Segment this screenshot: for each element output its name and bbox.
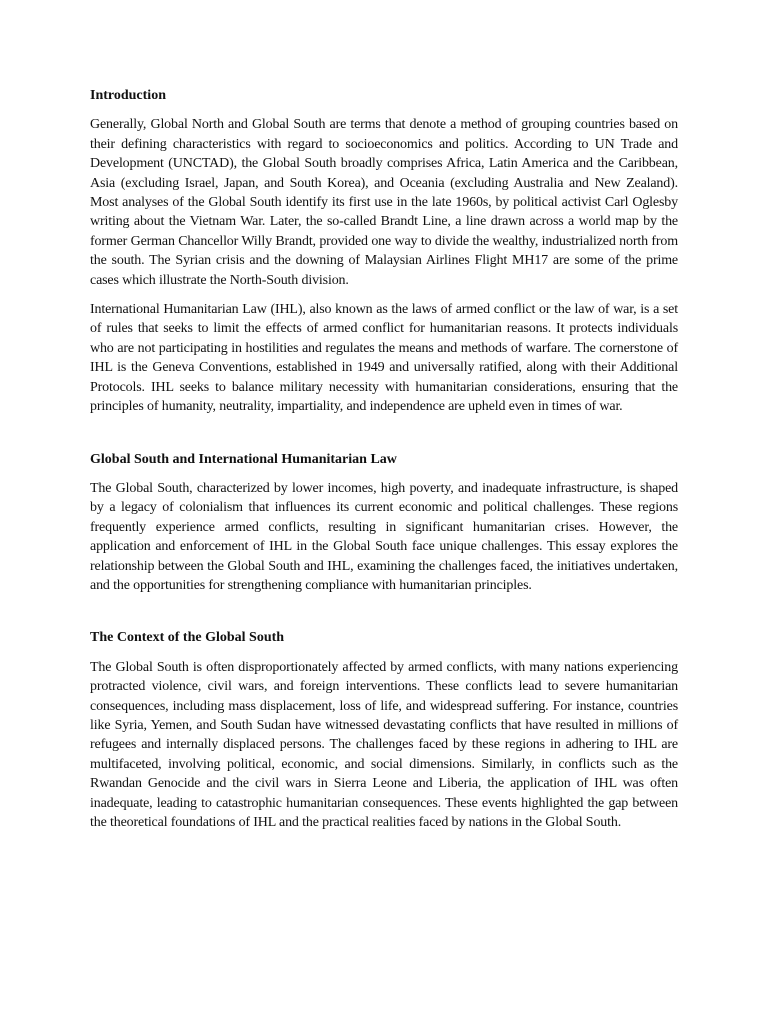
section-context <box>90 628 678 832</box>
section-heading: The Context of the Global South <box>90 630 285 646</box>
section-heading: Global South and International Humanitarian Law <box>90 451 397 467</box>
document-page <box>90 86 678 842</box>
section-spacer <box>90 605 678 628</box>
section-introduction <box>90 86 678 417</box>
paragraph: International Humanitarian Law (IHL), also known as the laws of armed conflict or the law of war, is a set of rules that seeks to limit the effects of armed conflict for humanitarian reasons. It protects individuals who are not participating in hostilities and regulates the means and methods of warfare. The cornerstone of IHL is the Geneva Conventions, established in 1949 and universally ratified, along with their Additional Protocols. IHL seeks to balance military necessity with humanitarian considerations, ensuring that the principles of humanity, neutrality, impartiality, and independence are upheld even in times of war. <box>90 302 678 415</box>
paragraph: Generally, Global North and Global South are terms that denote a method of grouping countries based on their defining characteristics with regard to socioeconomics and politics. According to UN Trade and Development (UNCTAD), the Global South broadly comprises Africa, Latin America and the Caribbean, Asia (excluding Israel, Japan, and South Korea), and Oceania (excluding Australia and New Zealand). Most analyses of the Global South identify its first use in the late 1960s, by political activist Carl Oglesby writing about the Vietnam War. Later, the so-called Brandt Line, a line drawn across a world map by the former German Chancellor Willy Brandt, provided one way to divide the wealthy, industrialized north from the south. The Syrian crisis and the downing of Malaysian Airlines Flight MH17 are some of the prime cases which illustrate the North-South division. <box>90 117 678 288</box>
section-spacer <box>90 427 678 450</box>
section-global-south-ihl <box>90 450 678 596</box>
paragraph: The Global South, characterized by lower incomes, high poverty, and inadequate infrastructure, is shaped by a legacy of colonialism that influences its current economic and political challenges. These regions frequently experience armed conflicts, resulting in significant humanitarian crises. However, the application and enforcement of IHL in the Global South face unique challenges. This essay explores the relationship between the Global South and IHL, examining the challenges faced, the initiatives undertaken, and the opportunities for strengthening compliance with humanitarian principles. <box>90 480 678 593</box>
section-heading: Introduction <box>90 88 166 103</box>
paragraph: The Global South is often disproportionately affected by armed conflicts, with many nations experiencing protracted violence, civil wars, and foreign interventions. These conflicts lead to severe humanitarian consequences, including mass displacement, loss of life, and widespread suffering. For instance, countries like Syria, Yemen, and South Sudan have witnessed devastating conflicts that have resulted in millions of refugees and internally displaced persons. The challenges faced by these regions in adhering to IHL are multifaceted, involving political, economic, and social dimensions. Similarly, in conflicts such as the Rwandan Genocide and the civil wars in Sierra Leone and Liberia, the application of IHL was often inadequate, leading to catastrophic humanitarian consequences. These events highlighted the gap between the theoretical foundations of IHL and the practical realities faced by nations in the Global South. <box>90 659 678 830</box>
